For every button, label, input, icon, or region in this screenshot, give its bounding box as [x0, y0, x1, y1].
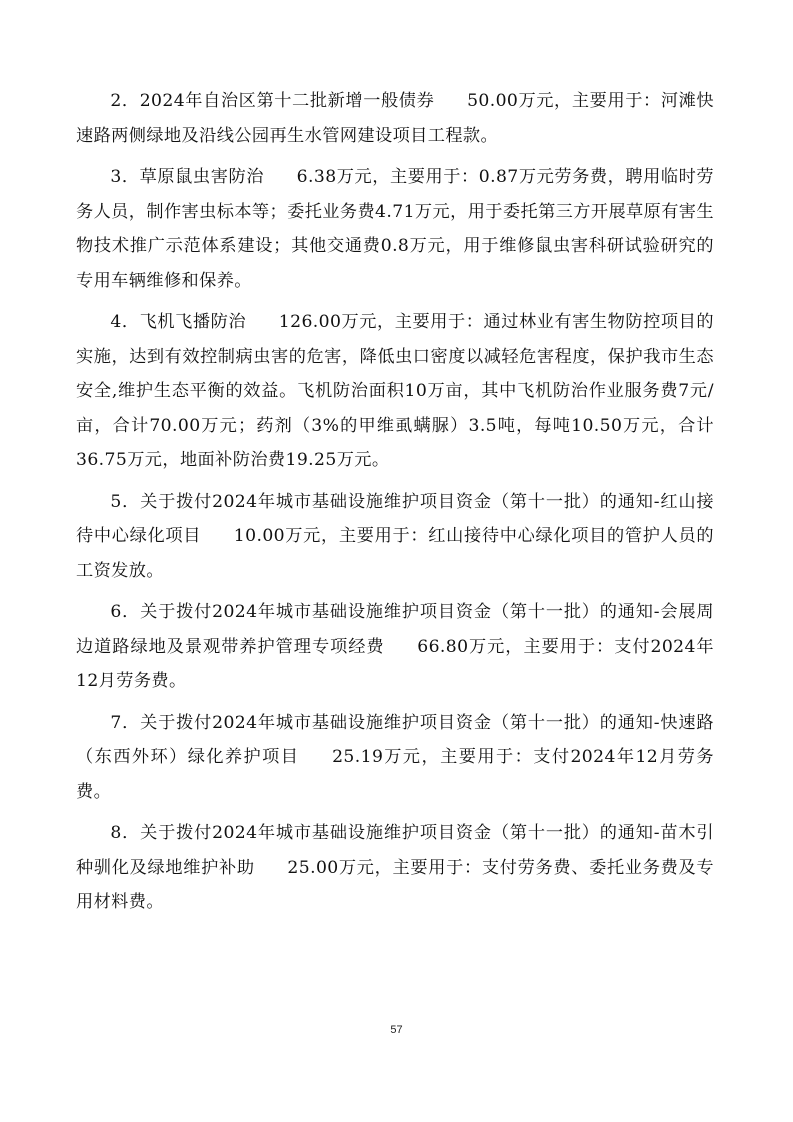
- paragraph-title: 7．关于拨付2024年城市基础设施维护项目资金（第十一批）的通知-快速路（东西外环）绿化养护项目: [76, 712, 714, 767]
- paragraph-item-2: [76, 84, 714, 153]
- paragraph-item-3: [76, 160, 714, 298]
- paragraph-item-4: [76, 305, 714, 478]
- page-number: 57: [390, 1024, 403, 1036]
- paragraph-amount: 25.00万元，主要用于：支付劳务费、委托业务费及专用材料费。: [76, 857, 714, 912]
- paragraph-title: 3．草原鼠虫害防治: [110, 167, 264, 187]
- paragraph-amount: 50.00万元，主要用于：河滩快速路两侧绿地及沿线公园再生水管网建设项目工程款。: [76, 91, 714, 146]
- paragraph-title: 4．飞机飞播防治: [110, 312, 247, 332]
- paragraph-item-8: [76, 816, 714, 920]
- paragraph-amount: 126.00万元，主要用于：通过林业有害生物防控项目的实施，达到有效控制病虫害的危害，降低虫口密度以减轻危害程度，保护我市生态安全,维护生态平衡的效益。飞机防治面积10万亩，其中飞机防治作业服务费7元/亩，合计70.00万元；药剂（3%的甲维虱螨脲）3.5吨，每吨10.50万元，合计36.75万元，地面补防治费19.25万元。: [76, 312, 714, 470]
- paragraph-title: 6．关于拨付2024年城市基础设施维护项目资金（第十一批）的通知-会展周边道路绿地及景观带养护管理专项经费: [76, 602, 714, 657]
- paragraph-item-6: [76, 595, 714, 699]
- paragraph-title: 2．2024年自治区第十二批新增一般债券: [110, 91, 435, 111]
- paragraph-item-7: [76, 706, 714, 810]
- paragraph-amount: 10.00万元，主要用于：红山接待中心绿化项目的管护人员的工资发放。: [76, 526, 714, 581]
- paragraph-amount: 66.80万元，主要用于：支付2024年12月劳务费。: [76, 636, 714, 691]
- paragraph-amount: 25.19万元，主要用于：支付2024年12月劳务费。: [76, 747, 714, 802]
- paragraph-title: 5．关于拨付2024年城市基础设施维护项目资金（第十一批）的通知-红山接待中心绿化项目: [76, 491, 714, 546]
- document-body: [76, 84, 714, 927]
- paragraph-title: 8．关于拨付2024年城市基础设施维护项目资金（第十一批）的通知-苗木引种驯化及绿地维护补助: [76, 823, 714, 878]
- paragraph-item-5: [76, 485, 714, 589]
- paragraph-amount: 6.38万元，主要用于：0.87万元劳务费，聘用临时劳务人员，制作害虫标本等；委托业务费4.71万元，用于委托第三方开展草原有害生物技术推广示范体系建设；其他交通费0.8万元，用于维修鼠虫害科研试验研究的专用车辆维修和保养。: [76, 167, 714, 291]
